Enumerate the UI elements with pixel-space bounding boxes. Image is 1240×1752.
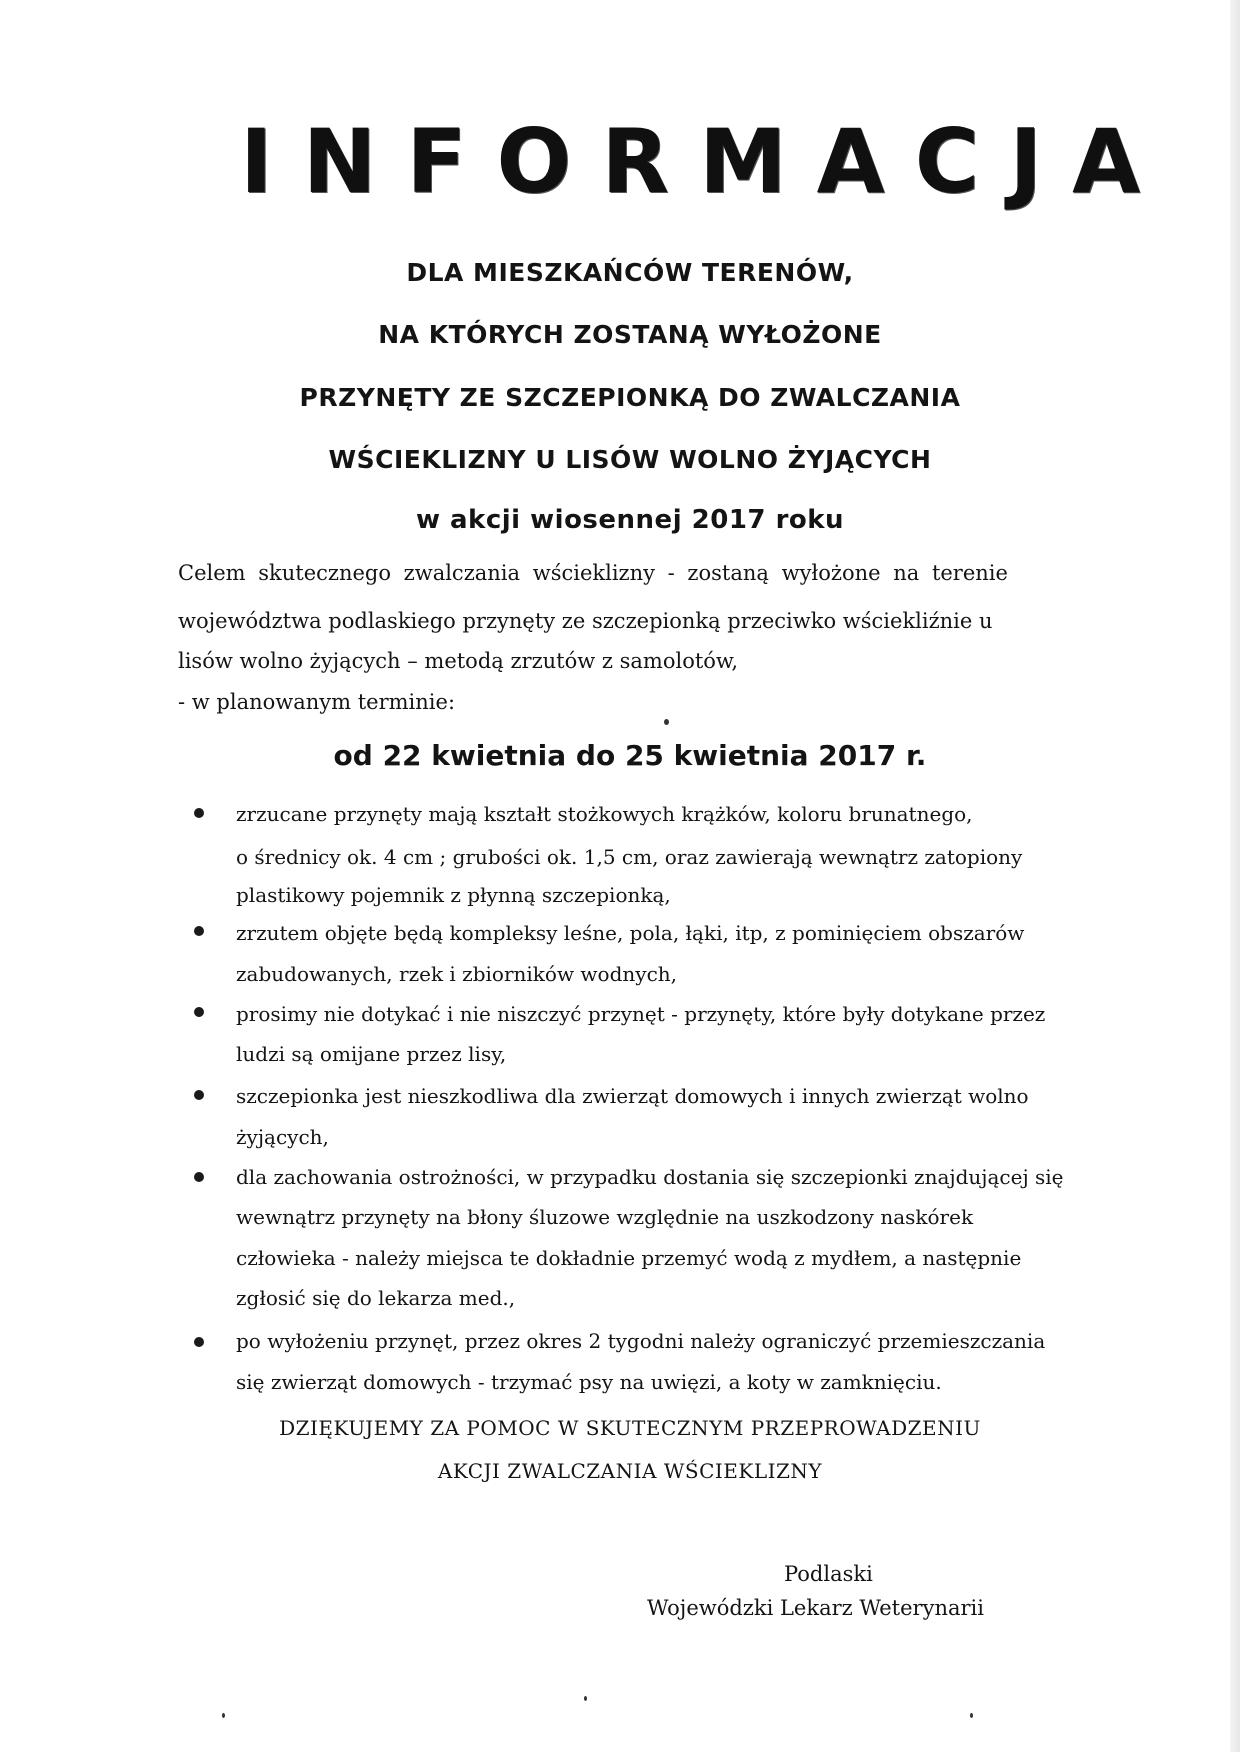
headline-line: PRZYNĘTY ZE SZCZEPIONKĄ DO ZWALCZANIA bbox=[299, 383, 961, 412]
signature-line: Podlaski bbox=[784, 1562, 873, 1586]
scan-speck bbox=[584, 1696, 587, 1701]
bullet-text: człowieka - należy miejsca te dokładnie przemyć wodą z mydłem, a następnie bbox=[236, 1246, 1022, 1270]
intro-line: Celem skutecznego zwalczania wścieklizny - zostaną wyłożone na terenie bbox=[178, 561, 1008, 585]
bullet-dot bbox=[194, 1007, 204, 1017]
bullet-text: wewnątrz przynęty na błony śluzowe względnie na uszkodzony naskórek bbox=[236, 1205, 974, 1229]
headline-line: WŚCIEKLIZNY U LISÓW WOLNO ŻYJĄCYCH bbox=[328, 445, 932, 474]
bullet-dot bbox=[194, 1337, 204, 1347]
bullet-dot bbox=[194, 1090, 204, 1100]
bullet-text: żyjących, bbox=[236, 1125, 329, 1149]
bullet-text: szczepionka jest nieszkodliwa dla zwierząt domowych i innych zwierząt wolno bbox=[236, 1084, 1029, 1108]
intro-line: - w planowanym terminie: bbox=[178, 690, 456, 714]
thanks-line: DZIĘKUJEMY ZA POMOC W SKUTECZNYM PRZEPROWADZENIU bbox=[279, 1416, 981, 1440]
signature-line: Wojewódzki Lekarz Weterynarii bbox=[647, 1596, 984, 1620]
headline-line: DLA MIESZKAŃCÓW TERENÓW, bbox=[406, 258, 854, 287]
bullet-text: o średnicy ok. 4 cm ; grubości ok. 1,5 cm, oraz zawierają wewnątrz zatopiony bbox=[236, 845, 1023, 869]
bullet-text: się zwierząt domowych - trzymać psy na uwięzi, a koty w zamknięciu. bbox=[236, 1370, 942, 1394]
scan-speck bbox=[664, 719, 669, 725]
scan-speck bbox=[970, 1713, 973, 1718]
bullet-text: prosimy nie dotykać i nie niszczyć przynęt - przynęty, które były dotykane przez bbox=[236, 1002, 1046, 1026]
bullet-text: zabudowanych, rzek i zbiorników wodnych, bbox=[236, 962, 678, 986]
bullet-text: zrzucane przynęty mają kształt stożkowych krążków, koloru brunatnego, bbox=[236, 802, 973, 826]
bullet-text: plastikowy pojemnik z płynną szczepionką, bbox=[236, 883, 671, 907]
bullet-dot bbox=[194, 1172, 204, 1182]
campaign-subtitle: w akcji wiosennej 2017 roku bbox=[415, 505, 845, 535]
bullet-text: zrzutem objęte będą kompleksy leśne, pola, łąki, itp, z pominięciem obszarów bbox=[236, 921, 1025, 945]
bullet-dot bbox=[194, 808, 204, 818]
headline-line: NA KTÓRYCH ZOSTANĄ WYŁOŻONE bbox=[378, 320, 882, 349]
bullet-text: ludzi są omijane przez lisy, bbox=[236, 1042, 507, 1066]
thanks-line: AKCJI ZWALCZANIA WŚCIEKLIZNY bbox=[437, 1459, 823, 1483]
bullet-dot bbox=[194, 926, 204, 936]
date-range: od 22 kwietnia do 25 kwietnia 2017 r. bbox=[333, 739, 927, 772]
scan-speck bbox=[222, 1713, 225, 1718]
bullet-text: dla zachowania ostrożności, w przypadku dostania się szczepionki znajdującej się bbox=[236, 1165, 1064, 1189]
scan-edge bbox=[1230, 0, 1240, 1752]
intro-line: lisów wolno żyjących – metodą zrzutów z samolotów, bbox=[178, 649, 739, 673]
bullet-text: zgłosić się do lekarza med., bbox=[236, 1286, 516, 1310]
bullet-text: po wyłożeniu przynęt, przez okres 2 tygodni należy ograniczyć przemieszczania bbox=[236, 1329, 1046, 1353]
intro-line: województwa podlaskiego przynęty ze szczepionką przeciwko wściekliźnie u bbox=[178, 609, 993, 633]
document-title: INFORMACJA bbox=[240, 110, 1171, 213]
